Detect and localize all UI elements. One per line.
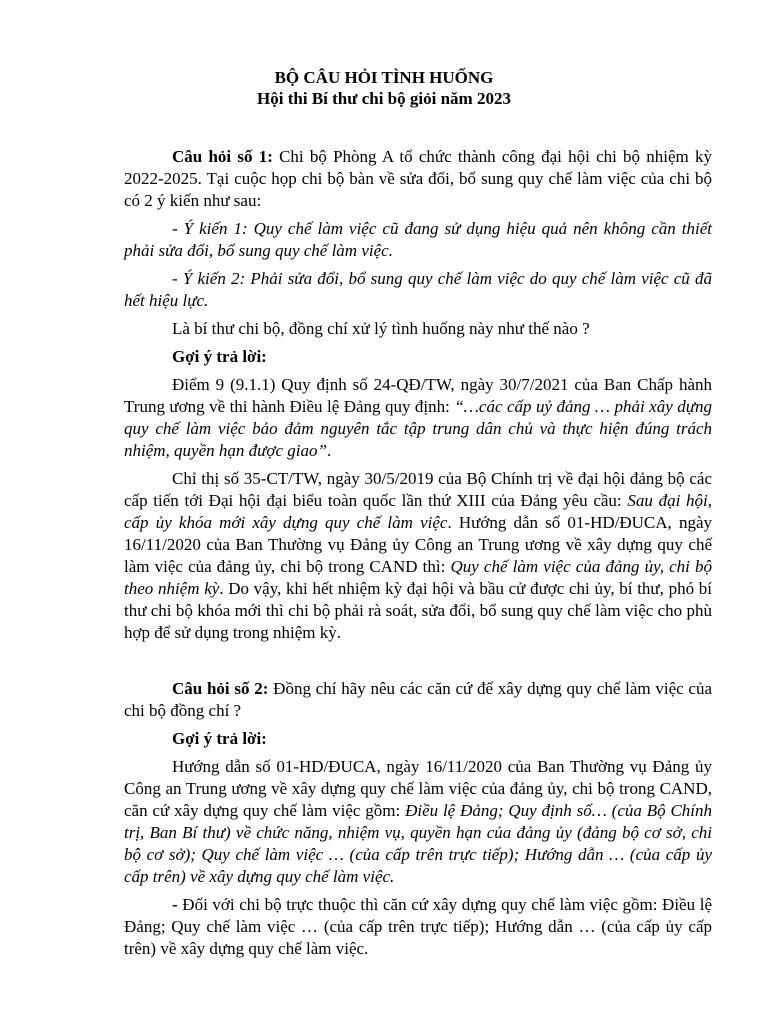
question-1-prompt: Là bí thư chi bộ, đồng chí xử lý tình huống này như thế nào ? <box>172 319 590 338</box>
answer-1-p2-italic: Sau đại hội, cấp ủy khóa mới xây dựng quy chế làm việc <box>124 491 712 532</box>
answer-1-p2-text: Chỉ thị số 35-CT/TW, ngày 30/5/2019 của Bộ Chính trị về đại hội đảng bộ các cấp tiến tới Đại hội đại biểu toàn quốc lần thứ XIII của Đảng yêu cầu: <box>124 469 712 510</box>
answer-1-p1-end: . <box>326 441 332 460</box>
answer-hint-1 <box>124 346 712 368</box>
answer-2-p2-dash: - <box>172 895 178 914</box>
opinion-2 <box>124 268 712 312</box>
question-2-text: Đồng chí hãy nêu các căn cứ để xây dựng quy chế làm việc của chi bộ đồng chí ? <box>124 679 712 720</box>
answer-2-p1-italic: Điều lệ Đảng; Quy định số… (của Bộ Chính trị, Ban Bí thư) về chức năng, nhiệm vụ, quyền hạn của đảng ủy (đảng bộ cơ sở, chi bộ cơ sở); Quy chế làm việc … (của cấp trên trực tiếp); Hướng dẫn … (của cấp ủy cấp trên) về xây dựng quy chế làm việc. <box>124 801 713 886</box>
question-2-label: Câu hỏi số 2: <box>172 679 269 698</box>
question-2 <box>124 678 712 722</box>
answer-hint-1-label: Gợi ý trả lời: <box>172 347 267 366</box>
answer-hint-2-label: Gợi ý trả lời: <box>172 729 267 748</box>
section-gap <box>124 650 712 678</box>
answer-1-p1-quote: “…các cấp uỷ đảng … phải xây dựng quy chế làm việc bảo đảm nguyên tắc tập trung dân chủ và thực hiện đúng trách nhiệm, quyền hạn được giao” <box>124 397 712 460</box>
answer-2-paragraph-2 <box>124 894 712 960</box>
opinion-2-text: - Ý kiến 2: Phải sửa đổi, bổ sung quy chế làm việc do quy chế làm việc cũ đã hết hiệu lực. <box>124 269 712 310</box>
answer-2-p2-text: Đối với chi bộ trực thuộc thì căn cứ xây dựng quy chế làm việc gồm: Điều lệ Đảng; Quy chế làm việc … (của cấp trên trực tiếp); Hướng dẫn … (của cấp ủy cấp trên) về xây dựng quy chế làm việc. <box>124 895 712 958</box>
question-1-text: Chi bộ Phòng A tổ chức thành công đại hội chi bộ nhiệm kỳ 2022-2025. Tại cuộc họp chi bộ bàn về sửa đổi, bổ sung quy chế làm việc của chi bộ có 2 ý kiến như sau: <box>124 147 712 210</box>
answer-1-paragraph-2 <box>124 468 712 644</box>
document-body <box>124 146 712 966</box>
question-1-label: Câu hỏi số 1: <box>172 147 273 166</box>
question-1 <box>124 146 712 212</box>
document-title: BỘ CÂU HỎI TÌNH HUỐNG <box>274 68 494 87</box>
opinion-1 <box>124 218 712 262</box>
answer-hint-2 <box>124 728 712 750</box>
answer-1-paragraph-1 <box>124 374 712 462</box>
answer-2-p1-text: Hướng dẫn số 01-HD/ĐUCA, ngày 16/11/2020 của Ban Thường vụ Đảng ủy Công an Trung ương về xây dựng quy chế làm việc của đảng ủy, chi bộ trong CAND, căn cứ xây dựng quy chế làm việc gồm: <box>124 757 712 820</box>
answer-2-paragraph-1 <box>124 756 712 888</box>
answer-1-p2-italic2: Quy chế làm việc của đảng ủy, chi bộ theo nhiệm kỳ <box>124 557 712 598</box>
answer-1-p1-text: Điểm 9 (9.1.1) Quy định số 24-QĐ/TW, ngày 30/7/2021 của Ban Chấp hành Trung ương về thi hành Điều lệ Đảng quy định: <box>124 375 712 416</box>
answer-1-p2-text2: . Hướng dẫn số 01-HD/ĐUCA, ngày 16/11/2020 của Ban Thường vụ Đảng ủy Công an Trung ương về xây dựng quy chế làm việc của đảng ủy, chi bộ trong CAND thì: <box>124 513 712 576</box>
opinion-1-text: - Ý kiến 1: Quy chế làm việc cũ đang sử dụng hiệu quả nên không cần thiết phải sửa đổi, bổ sung quy chế làm việc. <box>124 219 712 260</box>
answer-1-p2-text3: . Do vậy, khi hết nhiệm kỳ đại hội và bầu cử được chi ủy, bí thư, phó bí thư chi bộ khóa mới thì chi bộ phải rà soát, sửa đổi, bổ sung quy chế làm việc cho phù hợp để sử dụng trong nhiệm kỳ. <box>124 579 712 642</box>
document-subtitle: Hội thi Bí thư chi bộ giỏi năm 2023 <box>257 89 511 108</box>
